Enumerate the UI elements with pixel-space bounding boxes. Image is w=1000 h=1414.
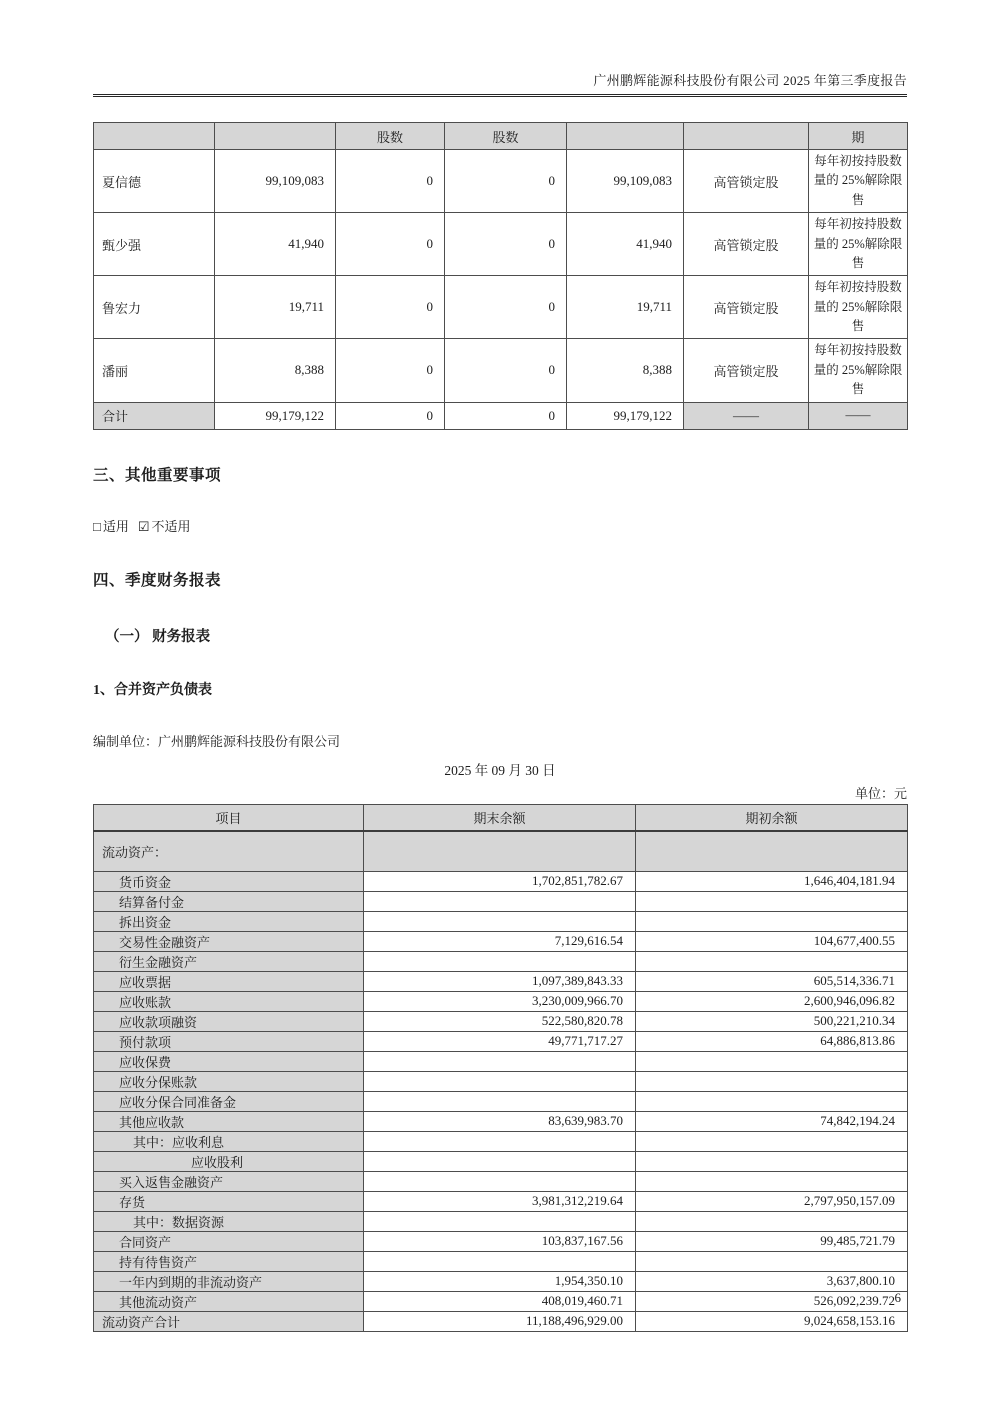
not-applicable-checkbox-icon: ☑ <box>137 518 150 534</box>
applicable-label: 适用 <box>102 518 129 534</box>
lockup-table-row <box>94 213 908 276</box>
cell-c6: —— <box>809 402 908 429</box>
cell-c3: 0 <box>445 276 567 339</box>
applicability-line <box>93 516 907 535</box>
cell-item: 应收保费 <box>94 1051 364 1071</box>
cell-begin: 605,514,336.71 <box>636 971 908 991</box>
cell-c2: 0 <box>336 339 445 402</box>
section-4-1-1-title: 1、合并资产负债表 <box>93 682 212 698</box>
cell-item: 应收分保合同准备金 <box>94 1091 364 1111</box>
cell-begin: 500,221,210.34 <box>636 1011 908 1031</box>
cell-end: 1,702,851,782.67 <box>364 871 636 891</box>
cell-item: 应收票据 <box>94 971 364 991</box>
cell-c4: 99,179,122 <box>567 402 684 429</box>
balance-sheet-row <box>94 951 908 971</box>
cell-end <box>364 831 636 871</box>
lockup-table-header <box>94 123 908 150</box>
cell-c6: 每年初按持股数量的 25%解除限售 <box>809 213 908 276</box>
cell-item: 持有待售资产 <box>94 1251 364 1271</box>
balance-sheet-row <box>94 971 908 991</box>
balance-sheet-row <box>94 1071 908 1091</box>
balance-sheet-row <box>94 1171 908 1191</box>
col-header-shares-1: 股数 <box>336 123 445 150</box>
cell-item: 买入返售金融资产 <box>94 1171 364 1191</box>
cell-item: 一年内到期的非流动资产 <box>94 1271 364 1291</box>
cell-end: 522,580,820.78 <box>364 1011 636 1031</box>
section-4-1-title: （一） 财务报表 <box>105 628 211 645</box>
cell-begin <box>636 951 908 971</box>
balance-sheet-row <box>94 991 908 1011</box>
page-header <box>93 0 907 97</box>
cell-end <box>364 951 636 971</box>
cell-item: 应收分保账款 <box>94 1071 364 1091</box>
cell-begin <box>636 1251 908 1271</box>
col-header-ending-balance: 期末余额 <box>364 804 636 831</box>
report-date: 2025 年 09 月 30 日 <box>444 762 556 778</box>
cell-end <box>364 1151 636 1171</box>
balance-sheet-row <box>94 1211 908 1231</box>
cell-c5: 高管锁定股 <box>684 213 809 276</box>
cell-end <box>364 1211 636 1231</box>
cell-item: 流动资产合计 <box>94 1311 364 1331</box>
cell-item: 货币资金 <box>94 871 364 891</box>
cell-begin: 1,646,404,181.94 <box>636 871 908 891</box>
balance-sheet-row <box>94 871 908 891</box>
cell-c2: 0 <box>336 402 445 429</box>
cell-end: 103,837,167.56 <box>364 1231 636 1251</box>
cell-name: 夏信德 <box>94 150 215 213</box>
cell-c6: 每年初按持股数量的 25%解除限售 <box>809 276 908 339</box>
cell-begin: 2,600,946,096.82 <box>636 991 908 1011</box>
balance-sheet-row <box>94 1051 908 1071</box>
col-header-blank-1 <box>94 123 215 150</box>
cell-c3: 0 <box>445 402 567 429</box>
cell-end: 11,188,496,929.00 <box>364 1311 636 1331</box>
cell-item: 应收股利 <box>94 1151 364 1171</box>
cell-c1: 41,940 <box>215 213 336 276</box>
balance-sheet-row <box>94 1191 908 1211</box>
unit-label: 单位：元 <box>854 785 907 801</box>
col-header-blank-2 <box>215 123 336 150</box>
cell-item: 其他应收款 <box>94 1111 364 1131</box>
cell-item: 其中：应收利息 <box>94 1131 364 1151</box>
cell-end <box>364 1251 636 1271</box>
cell-c2: 0 <box>336 213 445 276</box>
cell-c5: —— <box>684 402 809 429</box>
lockup-shares-table <box>93 122 908 430</box>
header-rule <box>93 94 907 97</box>
cell-item: 结算备付金 <box>94 891 364 911</box>
balance-sheet-body <box>94 831 908 1331</box>
col-header-item: 项目 <box>94 804 364 831</box>
col-header-shares-2: 股数 <box>445 123 567 150</box>
cell-name: 合计 <box>94 402 215 429</box>
cell-begin: 2,797,950,157.09 <box>636 1191 908 1211</box>
balance-sheet-row <box>94 831 908 871</box>
cell-c3: 0 <box>445 213 567 276</box>
cell-item: 衍生金融资产 <box>94 951 364 971</box>
cell-begin <box>636 1071 908 1091</box>
cell-end <box>364 1131 636 1151</box>
lockup-table-row <box>94 339 908 402</box>
balance-sheet-row <box>94 1271 908 1291</box>
cell-end: 408,019,460.71 <box>364 1291 636 1311</box>
cell-begin <box>636 891 908 911</box>
col-header-beginning-balance: 期初余额 <box>636 804 908 831</box>
cell-end <box>364 1051 636 1071</box>
cell-item: 交易性金融资产 <box>94 931 364 951</box>
cell-begin: 99,485,721.79 <box>636 1231 908 1251</box>
cell-end: 83,639,983.70 <box>364 1111 636 1131</box>
balance-sheet-row <box>94 1251 908 1271</box>
cell-item: 存货 <box>94 1191 364 1211</box>
cell-end: 3,230,009,966.70 <box>364 991 636 1011</box>
lockup-table-row <box>94 150 908 213</box>
cell-end: 49,771,717.27 <box>364 1031 636 1051</box>
cell-end: 1,097,389,843.33 <box>364 971 636 991</box>
cell-c1: 8,388 <box>215 339 336 402</box>
cell-c4: 8,388 <box>567 339 684 402</box>
cell-c1: 99,109,083 <box>215 150 336 213</box>
cell-item: 合同资产 <box>94 1231 364 1251</box>
balance-sheet-row <box>94 1031 908 1051</box>
balance-sheet-row <box>94 911 908 931</box>
lockup-table-row <box>94 276 908 339</box>
cell-begin: 64,886,813.86 <box>636 1031 908 1051</box>
cell-c4: 19,711 <box>567 276 684 339</box>
cell-c3: 0 <box>445 150 567 213</box>
cell-item: 流动资产： <box>94 831 364 871</box>
cell-end: 7,129,616.54 <box>364 931 636 951</box>
cell-c2: 0 <box>336 276 445 339</box>
cell-end: 3,981,312,219.64 <box>364 1191 636 1211</box>
cell-begin <box>636 1151 908 1171</box>
cell-item: 应收账款 <box>94 991 364 1011</box>
prepared-by-line: 编制单位：广州鹏辉能源科技股份有限公司 <box>93 733 341 749</box>
balance-sheet-row <box>94 1231 908 1251</box>
cell-c6: 每年初按持股数量的 25%解除限售 <box>809 339 908 402</box>
lockup-table-body <box>94 150 908 430</box>
cell-begin: 3,637,800.10 <box>636 1271 908 1291</box>
page-number: 6 <box>894 1290 901 1305</box>
header-title: 广州鹏辉能源科技股份有限公司 2025 年第三季度报告 <box>593 73 907 88</box>
applicable-checkbox-icon: □ <box>93 518 101 534</box>
cell-begin <box>636 1131 908 1151</box>
section-4-title: 四、季度财务报表 <box>93 571 222 589</box>
cell-c5: 高管锁定股 <box>684 150 809 213</box>
balance-sheet-row <box>94 931 908 951</box>
balance-sheet-row <box>94 1311 908 1331</box>
balance-sheet-row <box>94 1011 908 1031</box>
cell-end <box>364 891 636 911</box>
cell-item: 其中：数据资源 <box>94 1211 364 1231</box>
cell-item: 拆出资金 <box>94 911 364 931</box>
cell-end <box>364 1071 636 1091</box>
cell-item: 其他流动资产 <box>94 1291 364 1311</box>
cell-end <box>364 911 636 931</box>
cell-c1: 19,711 <box>215 276 336 339</box>
lockup-table-total-row <box>94 402 908 429</box>
cell-c4: 41,940 <box>567 213 684 276</box>
cell-item: 应收款项融资 <box>94 1011 364 1031</box>
cell-begin: 9,024,658,153.16 <box>636 1311 908 1331</box>
cell-c1: 99,179,122 <box>215 402 336 429</box>
cell-end: 1,954,350.10 <box>364 1271 636 1291</box>
cell-c4: 99,109,083 <box>567 150 684 213</box>
col-header-period: 期 <box>809 123 908 150</box>
balance-sheet-table <box>93 804 908 1332</box>
balance-sheet-header <box>94 804 908 831</box>
cell-item: 预付款项 <box>94 1031 364 1051</box>
cell-c2: 0 <box>336 150 445 213</box>
cell-begin <box>636 1051 908 1071</box>
balance-sheet-row <box>94 1151 908 1171</box>
balance-sheet-row <box>94 891 908 911</box>
cell-begin <box>636 1211 908 1231</box>
balance-sheet-row <box>94 1091 908 1111</box>
cell-begin <box>636 831 908 871</box>
cell-c5: 高管锁定股 <box>684 276 809 339</box>
cell-begin: 74,842,194.24 <box>636 1111 908 1131</box>
not-applicable-label: 不适用 <box>151 518 191 534</box>
cell-begin <box>636 1091 908 1111</box>
cell-name: 鲁宏力 <box>94 276 215 339</box>
cell-end <box>364 1091 636 1111</box>
cell-name: 潘丽 <box>94 339 215 402</box>
balance-sheet-row <box>94 1291 908 1311</box>
balance-sheet-row <box>94 1111 908 1131</box>
section-3-title: 三、其他重要事项 <box>93 466 222 484</box>
cell-begin <box>636 1171 908 1191</box>
cell-c3: 0 <box>445 339 567 402</box>
balance-sheet-row <box>94 1131 908 1151</box>
cell-name: 甄少强 <box>94 213 215 276</box>
cell-begin: 526,092,239.72 <box>636 1291 908 1311</box>
cell-c6: 每年初按持股数量的 25%解除限售 <box>809 150 908 213</box>
col-header-blank-3 <box>567 123 684 150</box>
col-header-blank-4 <box>684 123 809 150</box>
cell-c5: 高管锁定股 <box>684 339 809 402</box>
cell-end <box>364 1171 636 1191</box>
cell-begin: 104,677,400.55 <box>636 931 908 951</box>
cell-begin <box>636 911 908 931</box>
